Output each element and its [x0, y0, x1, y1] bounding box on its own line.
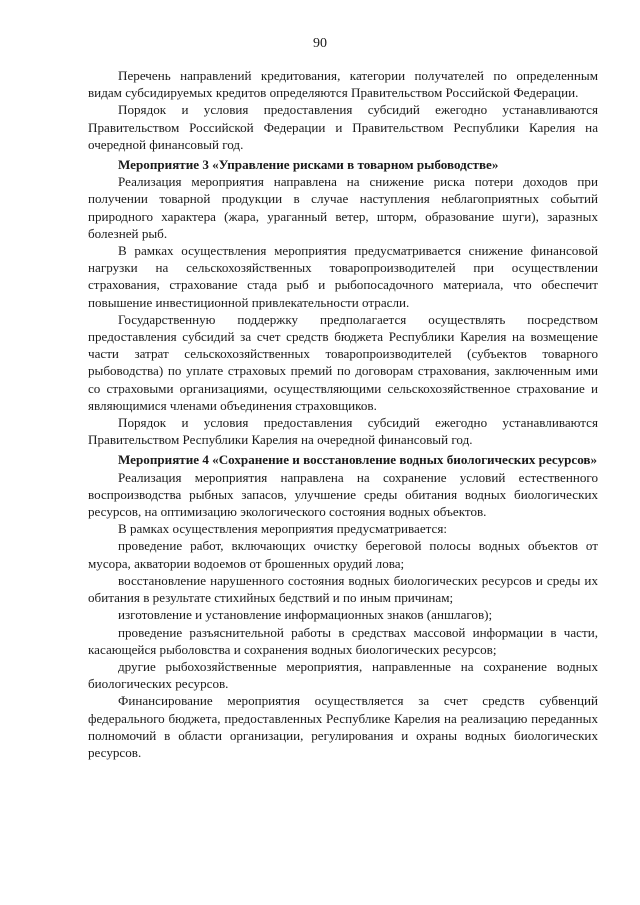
list-item-media-outreach: проведение разъяснительной работы в средствах массовой информации в части, касающейся рыболовства и сохранения водных биологических ресурсов; — [88, 624, 598, 657]
paragraph-credit-directions: Перечень направлений кредитования, категории получателей по определенным видам субсидируемых кредитов определяются Правительством Российской Федерации. — [88, 68, 598, 101]
list-item-info-signs: изготовление и установление информационных знаков (аншлагов); — [118, 607, 493, 623]
page-number: 90 — [313, 36, 327, 51]
paragraph-measure-3-insurance: В рамках осуществления мероприятия предусматривается снижение финансовой нагрузки на сельскохозяйственных товаропроизводителей при осуществлении страхования, страхование стада рыб и рыбопосадочного материала, что обеспечит повышение инвестиционной привлекательности отрасли. — [88, 243, 598, 310]
list-item-restoration: восстановление нарушенного состояния водных биологических ресурсов и среды их обитания в результате стихийных бедствий и по иным причинам; — [88, 572, 598, 606]
heading-measure-3: Мероприятие 3 «Управление рисками в товарном рыбоводстве» — [118, 157, 499, 173]
paragraph-measure-3-state-support: Государственную поддержку предполагается осуществлять посредством предоставления субсидий за счет средств бюджета Республики Карелия на возмещение части затрат сельскохозяйственных товаропроизводителей (субъектов товарного рыбоводства) по уплате страховых премий по договорам страхования, заключенным ими со страховыми организациями, осуществляющими сельскохозяйственное страхование и являющимися членами объединения страховщиков. — [88, 311, 598, 413]
paragraph-measure-3-goal: Реализация мероприятия направлена на снижение риска потери доходов при получении товарной продукции в случае наступления неблагоприятных событий природного характера (жара, ураганный ветер, шторм, образование шуги), заразных болезней рыб. — [88, 174, 598, 241]
list-item-other-measures: другие рыбохозяйственные мероприятия, направленные на сохранение водных биологических ресурсов. — [88, 658, 598, 692]
paragraph-measure-4-intro: В рамках осуществления мероприятия предусматривается: — [118, 521, 448, 537]
heading-measure-4: Мероприятие 4 «Сохранение и восстановление водных биологических ресурсов» — [118, 452, 598, 468]
paragraph-subsidy-procedure-federal: Порядок и условия предоставления субсидий ежегодно устанавливаются Правительством Российской Федерации и Правительством Республики Карелия на очередной финансовый год. — [88, 102, 598, 152]
paragraph-measure-4-financing: Финансирование мероприятия осуществляется за счет средств субвенций федерального бюджета, предоставленных Республике Карелия на реализацию переданных полномочий в области организации, регулирования и охраны водных биологических ресурсов. — [88, 693, 598, 760]
paragraph-subsidy-procedure-karelia: Порядок и условия предоставления субсидий ежегодно устанавливаются Правительством Республики Карелия на очередной финансовый год. — [88, 415, 598, 448]
paragraph-measure-4-goal: Реализация мероприятия направлена на сохранение условий естественного воспроизводства рыбных запасов, улучшение среды обитания водных биологических ресурсов, на оптимизацию экологического состояния водных объектов. — [88, 469, 598, 520]
list-item-shore-cleanup: проведение работ, включающих очистку береговой полосы водных объектов от мусора, акватории водоемов от брошенных орудий лова; — [88, 538, 598, 571]
document-body — [88, 67, 598, 761]
